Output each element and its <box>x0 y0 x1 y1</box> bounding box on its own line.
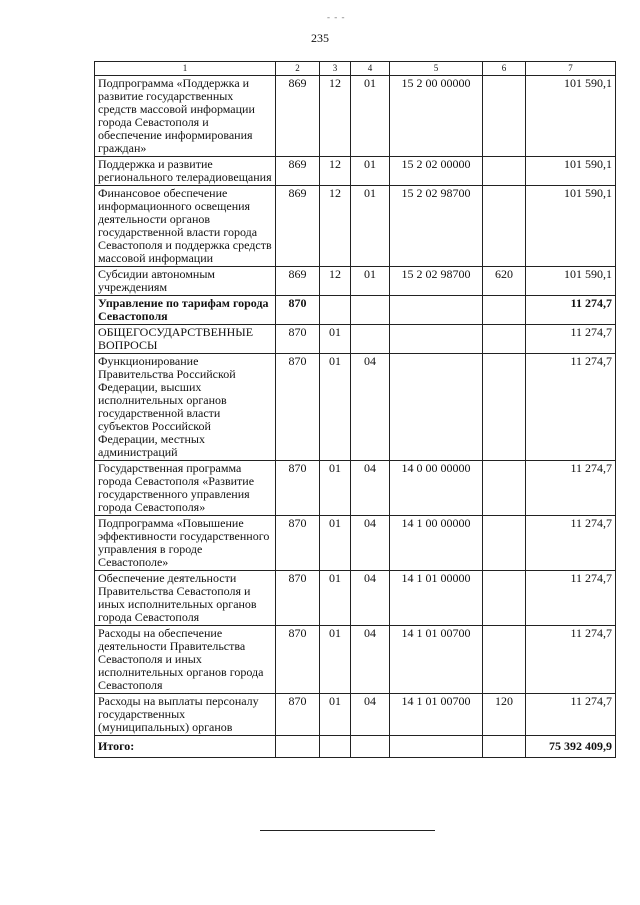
header-col-7: 7 <box>526 62 616 76</box>
cell-name: Обеспечение деятельности Правительства Севастополя и иных исполнительных органов города Севастополя <box>95 571 276 626</box>
cell-sum: 101 590,1 <box>526 157 616 186</box>
header-row <box>95 62 616 76</box>
page-number: 235 <box>311 31 329 45</box>
cell-vr <box>483 626 526 694</box>
cell-razdel: 01 <box>320 354 351 461</box>
cell-razdel: 01 <box>320 325 351 354</box>
cell-razdel: 01 <box>320 694 351 736</box>
cell-vr: 120 <box>483 694 526 736</box>
cell-name: Расходы на обеспечение деятельности Правительства Севастополя и иных исполнительных органов города Севастополя <box>95 626 276 694</box>
table-row <box>95 571 616 626</box>
total-empty-4 <box>351 736 390 758</box>
table-row <box>95 694 616 736</box>
cell-razdel: 01 <box>320 626 351 694</box>
cell-csr <box>390 325 483 354</box>
cell-sum: 11 274,7 <box>526 626 616 694</box>
cell-sum: 11 274,7 <box>526 325 616 354</box>
cell-razdel: 01 <box>320 516 351 571</box>
table-row <box>95 461 616 516</box>
total-empty-2 <box>276 736 320 758</box>
cell-vedom: 869 <box>276 157 320 186</box>
cell-vr <box>483 157 526 186</box>
cell-vr <box>483 516 526 571</box>
cell-vedom: 869 <box>276 186 320 267</box>
cell-sum: 101 590,1 <box>526 76 616 157</box>
table-row <box>95 267 616 296</box>
header-col-3: 3 <box>320 62 351 76</box>
cell-vedom: 869 <box>276 76 320 157</box>
cell-csr: 14 1 01 00700 <box>390 626 483 694</box>
total-label: Итого: <box>95 736 276 758</box>
cell-vedom: 870 <box>276 325 320 354</box>
cell-vr <box>483 461 526 516</box>
cell-vr <box>483 354 526 461</box>
cell-csr <box>390 354 483 461</box>
cell-name: Государственная программа города Севастополя «Развитие государственного управления города Севастополя» <box>95 461 276 516</box>
table-row <box>95 516 616 571</box>
header-col-4: 4 <box>351 62 390 76</box>
top-mark: - - - <box>327 12 346 22</box>
cell-csr: 15 2 02 98700 <box>390 267 483 296</box>
cell-vedom: 870 <box>276 571 320 626</box>
cell-csr: 15 2 02 00000 <box>390 157 483 186</box>
cell-name: Поддержка и развитие регионального телерадиовещания <box>95 157 276 186</box>
cell-name: Субсидии автономным учреждениям <box>95 267 276 296</box>
cell-csr <box>390 296 483 325</box>
cell-vr: 620 <box>483 267 526 296</box>
cell-podrazdel: 01 <box>351 76 390 157</box>
cell-podrazdel: 04 <box>351 461 390 516</box>
bottom-rule <box>260 830 435 831</box>
table-row <box>95 325 616 354</box>
cell-razdel: 01 <box>320 571 351 626</box>
cell-razdel: 12 <box>320 76 351 157</box>
table-row <box>95 76 616 157</box>
header-col-1: 1 <box>95 62 276 76</box>
cell-vr <box>483 76 526 157</box>
cell-csr: 14 1 01 00000 <box>390 571 483 626</box>
cell-podrazdel: 01 <box>351 157 390 186</box>
cell-csr: 14 1 01 00700 <box>390 694 483 736</box>
cell-sum: 11 274,7 <box>526 354 616 461</box>
cell-vedom: 870 <box>276 694 320 736</box>
total-empty-3 <box>320 736 351 758</box>
cell-vedom: 870 <box>276 296 320 325</box>
cell-podrazdel: 04 <box>351 571 390 626</box>
cell-csr: 15 2 00 00000 <box>390 76 483 157</box>
cell-vedom: 870 <box>276 626 320 694</box>
cell-csr: 14 0 00 00000 <box>390 461 483 516</box>
cell-podrazdel: 01 <box>351 186 390 267</box>
budget-table <box>94 61 616 758</box>
table-row <box>95 354 616 461</box>
cell-vr <box>483 186 526 267</box>
cell-name: Расходы на выплаты персоналу государственных (муниципальных) органов <box>95 694 276 736</box>
cell-podrazdel <box>351 296 390 325</box>
table-row <box>95 296 616 325</box>
cell-vr <box>483 571 526 626</box>
cell-vedom: 870 <box>276 354 320 461</box>
cell-razdel: 12 <box>320 267 351 296</box>
cell-vedom: 870 <box>276 516 320 571</box>
cell-podrazdel: 04 <box>351 354 390 461</box>
cell-sum: 11 274,7 <box>526 296 616 325</box>
total-empty-5 <box>390 736 483 758</box>
table-body <box>95 76 616 758</box>
cell-vr <box>483 325 526 354</box>
cell-podrazdel: 04 <box>351 516 390 571</box>
cell-sum: 101 590,1 <box>526 186 616 267</box>
cell-sum: 11 274,7 <box>526 516 616 571</box>
cell-podrazdel: 04 <box>351 626 390 694</box>
header-col-6: 6 <box>483 62 526 76</box>
header-col-5: 5 <box>390 62 483 76</box>
cell-razdel: 01 <box>320 461 351 516</box>
total-sum: 75 392 409,9 <box>526 736 616 758</box>
table-row <box>95 157 616 186</box>
header-col-2: 2 <box>276 62 320 76</box>
cell-razdel <box>320 296 351 325</box>
cell-vedom: 869 <box>276 267 320 296</box>
cell-razdel: 12 <box>320 186 351 267</box>
cell-name: Управление по тарифам города Севастополя <box>95 296 276 325</box>
cell-name: Подпрограмма «Повышение эффективности государственного управления в городе Севастополе» <box>95 516 276 571</box>
cell-sum: 11 274,7 <box>526 461 616 516</box>
cell-sum: 101 590,1 <box>526 267 616 296</box>
total-row <box>95 736 616 758</box>
cell-name: Подпрограмма «Поддержка и развитие государственных средств массовой информации города Севастополя и обеспечение информирования граждан» <box>95 76 276 157</box>
total-empty-6 <box>483 736 526 758</box>
cell-name: ОБЩЕГОСУДАРСТВЕННЫЕ ВОПРОСЫ <box>95 325 276 354</box>
cell-name: Функционирование Правительства Российской Федерации, высших исполнительных органов государственной власти субъектов Российской Федерации, местных администраций <box>95 354 276 461</box>
cell-razdel: 12 <box>320 157 351 186</box>
table-row <box>95 186 616 267</box>
cell-podrazdel <box>351 325 390 354</box>
table-row <box>95 626 616 694</box>
cell-name: Финансовое обеспечение информационного освещения деятельности органов государственной власти города Севастополя и поддержка средств массовой информации <box>95 186 276 267</box>
cell-sum: 11 274,7 <box>526 571 616 626</box>
cell-sum: 11 274,7 <box>526 694 616 736</box>
cell-podrazdel: 01 <box>351 267 390 296</box>
cell-csr: 14 1 00 00000 <box>390 516 483 571</box>
cell-podrazdel: 04 <box>351 694 390 736</box>
cell-vr <box>483 296 526 325</box>
cell-csr: 15 2 02 98700 <box>390 186 483 267</box>
cell-vedom: 870 <box>276 461 320 516</box>
